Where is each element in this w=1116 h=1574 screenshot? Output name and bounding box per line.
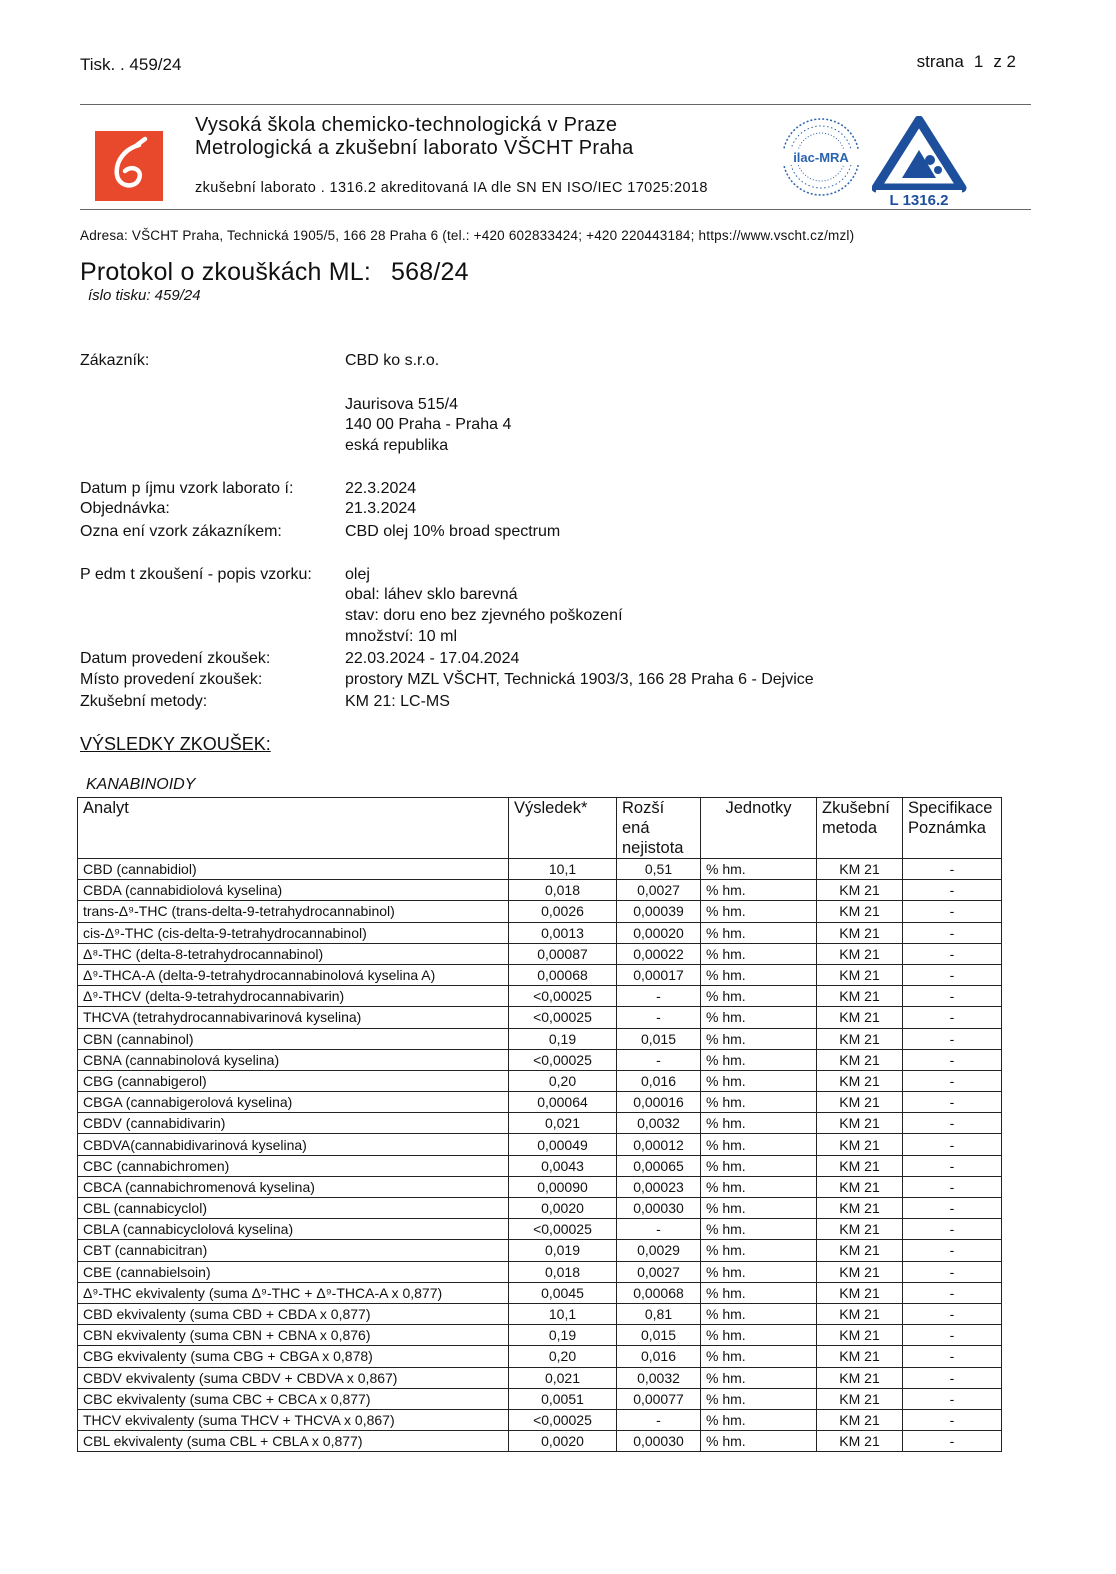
page-label: strana	[916, 52, 964, 71]
sample-id-label: Ozna ení vzork zákazníkem:	[80, 523, 282, 540]
spec-cell: -	[903, 880, 1002, 901]
result-cell: 10,1	[509, 859, 617, 880]
print-number: Tisk. . 459/24	[80, 55, 182, 74]
unit-cell: % hm.	[701, 1007, 817, 1028]
test-methods: KM 21: LC-MS	[345, 693, 450, 710]
sample-id: CBD olej 10% broad spectrum	[345, 523, 561, 540]
uncertainty-cell: -	[617, 986, 701, 1007]
col-method	[817, 798, 903, 859]
spec-cell: -	[903, 859, 1002, 880]
subject-line-3: stav: doru eno bez zjevného poškození	[345, 607, 623, 624]
spec-cell: -	[903, 1070, 1002, 1091]
unit-cell: % hm.	[701, 1261, 817, 1282]
table-row	[78, 1261, 1002, 1282]
uncertainty-cell: 0,81	[617, 1303, 701, 1324]
page-current: 1	[973, 52, 984, 71]
unit-cell: % hm.	[701, 1049, 817, 1070]
analyte-cell: CBCA (cannabichromenová kyselina)	[78, 1176, 509, 1197]
spec-cell: -	[903, 1282, 1002, 1303]
method-cell: KM 21	[817, 1092, 903, 1113]
analyte-cell: CBG ekvivalenty (suma CBG + CBGA x 0,878)	[78, 1346, 509, 1367]
page-total: z 2	[993, 52, 1016, 71]
table-row	[78, 901, 1002, 922]
method-cell: KM 21	[817, 1028, 903, 1049]
method-cell: KM 21	[817, 1282, 903, 1303]
spec-cell: -	[903, 1134, 1002, 1155]
method-cell: KM 21	[817, 859, 903, 880]
unit-cell: % hm.	[701, 1134, 817, 1155]
receipt-date-label: Datum p íjmu vzork laborato í:	[80, 480, 294, 497]
table-row	[78, 922, 1002, 943]
unit-cell: % hm.	[701, 1155, 817, 1176]
table-row	[78, 1070, 1002, 1091]
col-spec	[903, 798, 1002, 859]
spec-cell: -	[903, 1198, 1002, 1219]
address-line: Adresa: VŠCHT Praha, Technická 1905/5, 166 28 Praha 6 (tel.: +420 602833424; +420 220443184; https://www.vscht.cz/mzl)	[80, 228, 855, 243]
spec-cell: -	[903, 943, 1002, 964]
analyte-cell: CBT (cannabicitran)	[78, 1240, 509, 1261]
unit-cell: % hm.	[701, 1219, 817, 1240]
unit-cell: % hm.	[701, 1303, 817, 1324]
unit-cell: % hm.	[701, 901, 817, 922]
method-cell: KM 21	[817, 1049, 903, 1070]
spec-cell: -	[903, 1261, 1002, 1282]
table-row	[78, 1007, 1002, 1028]
analyte-cell: CBD ekvivalenty (suma CBD + CBDA x 0,877)	[78, 1303, 509, 1324]
table-row	[78, 986, 1002, 1007]
spec-cell: -	[903, 1303, 1002, 1324]
analyte-cell: CBDA (cannabidiolová kyselina)	[78, 880, 509, 901]
analyte-cell: CBC (cannabichromen)	[78, 1155, 509, 1176]
method-cell: KM 21	[817, 901, 903, 922]
method-cell: KM 21	[817, 1367, 903, 1388]
spec-cell: -	[903, 1028, 1002, 1049]
analyte-cell: CBGA (cannabigerolová kyselina)	[78, 1092, 509, 1113]
result-cell: 0,0026	[509, 901, 617, 922]
cia-accreditation-logo	[872, 116, 967, 208]
col-method-1: Zkušební	[822, 799, 890, 817]
result-cell: 0,20	[509, 1070, 617, 1091]
table-row	[78, 1134, 1002, 1155]
method-cell: KM 21	[817, 880, 903, 901]
col-method-2: metoda	[822, 819, 878, 837]
method-cell: KM 21	[817, 1070, 903, 1091]
spec-cell: -	[903, 1367, 1002, 1388]
table-row	[78, 1049, 1002, 1070]
results-heading: VÝSLEDKY ZKOUŠEK:	[80, 734, 271, 754]
cia-logo-icon	[872, 116, 967, 208]
method-cell: KM 21	[817, 1346, 903, 1367]
receipt-date: 22.3.2024	[345, 480, 417, 497]
result-cell: 0,0051	[509, 1388, 617, 1409]
analyte-cell: CBC ekvivalenty (suma CBC + CBCA x 0,877)	[78, 1388, 509, 1409]
header-rule-top	[80, 104, 1031, 105]
analyte-cell: CBL ekvivalenty (suma CBL + CBLA x 0,877)	[78, 1431, 509, 1452]
institution-line-2: Metrologická a zkušební laborato VŠCHT Praha	[195, 137, 634, 159]
unit-cell: % hm.	[701, 964, 817, 985]
method-cell: KM 21	[817, 1155, 903, 1176]
uncertainty-cell: 0,016	[617, 1070, 701, 1091]
print-number-subtitle: íslo tisku: 459/24	[88, 287, 201, 304]
method-cell: KM 21	[817, 1219, 903, 1240]
subject-line-2: obal: láhev sklo barevná	[345, 586, 518, 603]
col-uncertainty-1: Rozší ená	[622, 799, 665, 837]
order-date: 21.3.2024	[345, 500, 417, 517]
method-cell: KM 21	[817, 1431, 903, 1452]
results-header-row	[78, 798, 1002, 859]
result-cell: 0,021	[509, 1113, 617, 1134]
table-row	[78, 1388, 1002, 1409]
subject-line-1: olej	[345, 566, 370, 583]
result-cell: <0,00025	[509, 986, 617, 1007]
result-cell: 0,19	[509, 1028, 617, 1049]
uncertainty-cell: 0,00065	[617, 1155, 701, 1176]
result-cell: 0,0020	[509, 1431, 617, 1452]
result-cell: <0,00025	[509, 1409, 617, 1430]
spec-cell: -	[903, 1240, 1002, 1261]
spec-cell: -	[903, 986, 1002, 1007]
subject-line-4: množství: 10 ml	[345, 628, 458, 645]
uncertainty-cell: 0,015	[617, 1325, 701, 1346]
uncertainty-cell: 0,016	[617, 1346, 701, 1367]
unit-cell: % hm.	[701, 986, 817, 1007]
table-row	[78, 1155, 1002, 1176]
col-spec-2: Poznámka	[908, 819, 986, 837]
result-cell: <0,00025	[509, 1219, 617, 1240]
result-cell: 0,019	[509, 1240, 617, 1261]
spec-cell: -	[903, 1388, 1002, 1409]
unit-cell: % hm.	[701, 1240, 817, 1261]
analyte-cell: Δ⁹-THCV (delta-9-tetrahydrocannabivarin)	[78, 986, 509, 1007]
method-cell: KM 21	[817, 1176, 903, 1197]
test-date-label: Datum provedení zkoušek:	[80, 650, 271, 667]
col-uncertainty-2: nejistota	[622, 839, 684, 857]
ilac-mra-logo	[780, 116, 862, 198]
analyte-cell: cis-Δ⁹-THC (cis-delta-9-tetrahydrocannabinol)	[78, 922, 509, 943]
ilac-mra-icon	[780, 116, 862, 198]
spec-cell: -	[903, 1092, 1002, 1113]
uncertainty-cell: 0,0029	[617, 1240, 701, 1261]
spec-cell: -	[903, 1113, 1002, 1134]
result-cell: 0,00087	[509, 943, 617, 964]
spec-cell: -	[903, 1176, 1002, 1197]
unit-cell: % hm.	[701, 1028, 817, 1049]
customer-address-2: 140 00 Praha - Praha 4	[345, 416, 512, 433]
unit-cell: % hm.	[701, 1282, 817, 1303]
col-uncertainty	[617, 798, 701, 859]
spec-cell: -	[903, 1325, 1002, 1346]
method-cell: KM 21	[817, 1261, 903, 1282]
unit-cell: % hm.	[701, 1367, 817, 1388]
result-cell: 0,00049	[509, 1134, 617, 1155]
spec-cell: -	[903, 922, 1002, 943]
results-table	[77, 797, 1002, 1452]
uncertainty-cell: 0,00017	[617, 964, 701, 985]
method-cell: KM 21	[817, 1409, 903, 1430]
table-row	[78, 1282, 1002, 1303]
spec-cell: -	[903, 901, 1002, 922]
analyte-cell: Δ⁸-THC (delta-8-tetrahydrocannabinol)	[78, 943, 509, 964]
method-cell: KM 21	[817, 1113, 903, 1134]
unit-cell: % hm.	[701, 1113, 817, 1134]
method-cell: KM 21	[817, 943, 903, 964]
method-cell: KM 21	[817, 922, 903, 943]
uncertainty-cell: 0,00023	[617, 1176, 701, 1197]
analyte-cell: CBG (cannabigerol)	[78, 1070, 509, 1091]
method-cell: KM 21	[817, 1303, 903, 1324]
unit-cell: % hm.	[701, 1176, 817, 1197]
uncertainty-cell: 0,00030	[617, 1431, 701, 1452]
result-cell: 0,0045	[509, 1282, 617, 1303]
accreditation-text: zkušební laborato . 1316.2 akreditovaná IA dle SN EN ISO/IEC 17025:2018	[195, 180, 708, 196]
protocol-number: 568/24	[391, 258, 469, 286]
spec-cell: -	[903, 1049, 1002, 1070]
result-cell: 0,00090	[509, 1176, 617, 1197]
method-cell: KM 21	[817, 1007, 903, 1028]
protocol-title-text: Protokol o zkouškách ML:	[80, 258, 372, 286]
table-row	[78, 1028, 1002, 1049]
method-cell: KM 21	[817, 1198, 903, 1219]
result-cell: 0,021	[509, 1367, 617, 1388]
unit-cell: % hm.	[701, 1325, 817, 1346]
table-row	[78, 880, 1002, 901]
unit-cell: % hm.	[701, 1070, 817, 1091]
uncertainty-cell: 0,00068	[617, 1282, 701, 1303]
order-label: Objednávka:	[80, 500, 170, 517]
unit-cell: % hm.	[701, 1346, 817, 1367]
uncertainty-cell: 0,00022	[617, 943, 701, 964]
test-place: prostory MZL VŠCHT, Technická 1903/3, 166 28 Praha 6 - Dejvice	[345, 671, 814, 688]
analyte-cell: THCV ekvivalenty (suma THCV + THCVA x 0,867)	[78, 1409, 509, 1430]
col-analyt: Analyt	[78, 798, 509, 859]
customer-address-3: eská republika	[345, 437, 449, 454]
method-cell: KM 21	[817, 1388, 903, 1409]
results-group: KANABINOIDY	[86, 776, 196, 793]
analyte-cell: CBL (cannabicyclol)	[78, 1198, 509, 1219]
vscht-logo	[95, 131, 163, 201]
result-cell: <0,00025	[509, 1049, 617, 1070]
test-date: 22.03.2024 - 17.04.2024	[345, 650, 520, 667]
test-methods-label: Zkušební metody:	[80, 693, 208, 710]
table-row	[78, 1303, 1002, 1324]
spec-cell: -	[903, 964, 1002, 985]
analyte-cell: trans-Δ⁹-THC (trans-delta-9-tetrahydrocannabinol)	[78, 901, 509, 922]
unit-cell: % hm.	[701, 1409, 817, 1430]
result-cell: 0,0013	[509, 922, 617, 943]
uncertainty-cell: 0,0032	[617, 1367, 701, 1388]
table-row	[78, 1325, 1002, 1346]
result-cell: 0,0043	[509, 1155, 617, 1176]
analyte-cell: Δ⁹-THC ekvivalenty (suma Δ⁹-THC + Δ⁹-THCA-A x 0,877)	[78, 1282, 509, 1303]
table-row	[78, 1346, 1002, 1367]
result-cell: 0,00068	[509, 964, 617, 985]
spec-cell: -	[903, 1409, 1002, 1430]
results-body	[78, 859, 1002, 1452]
spec-cell: -	[903, 1431, 1002, 1452]
spec-cell: -	[903, 1346, 1002, 1367]
table-row	[78, 964, 1002, 985]
table-row	[78, 1198, 1002, 1219]
result-cell: 0,00064	[509, 1092, 617, 1113]
subject-label: P edm t zkoušení - popis vzorku:	[80, 566, 312, 583]
uncertainty-cell: 0,51	[617, 859, 701, 880]
uncertainty-cell: 0,0027	[617, 1261, 701, 1282]
table-row	[78, 1219, 1002, 1240]
protocol-title	[80, 258, 469, 287]
result-cell: 0,018	[509, 880, 617, 901]
customer-address-1: Jaurisova 515/4	[345, 396, 458, 413]
col-unit: Jednotky	[701, 798, 817, 859]
uncertainty-cell: 0,00039	[617, 901, 701, 922]
col-spec-1: Specifikace	[908, 799, 993, 817]
uncertainty-cell: -	[617, 1007, 701, 1028]
unit-cell: % hm.	[701, 922, 817, 943]
result-cell: 0,018	[509, 1261, 617, 1282]
table-row	[78, 1113, 1002, 1134]
customer-label: Zákazník:	[80, 352, 150, 369]
spec-cell: -	[903, 1219, 1002, 1240]
result-cell: 10,1	[509, 1303, 617, 1324]
uncertainty-cell: 0,00077	[617, 1388, 701, 1409]
col-result: Výsledek*	[509, 798, 617, 859]
unit-cell: % hm.	[701, 859, 817, 880]
uncertainty-cell: 0,00012	[617, 1134, 701, 1155]
table-row	[78, 1367, 1002, 1388]
cia-label: L 1316.2	[889, 192, 949, 208]
analyte-cell: CBDV (cannabidivarin)	[78, 1113, 509, 1134]
analyte-cell: THCVA (tetrahydrocannabivarinová kyselina)	[78, 1007, 509, 1028]
table-row	[78, 943, 1002, 964]
analyte-cell: CBN ekvivalenty (suma CBN + CBNA x 0,876)	[78, 1325, 509, 1346]
table-row	[78, 1431, 1002, 1452]
uncertainty-cell: -	[617, 1049, 701, 1070]
unit-cell: % hm.	[701, 943, 817, 964]
unit-cell: % hm.	[701, 1198, 817, 1219]
method-cell: KM 21	[817, 1325, 903, 1346]
table-row	[78, 1092, 1002, 1113]
analyte-cell: Δ⁹-THCA-A (delta-9-tetrahydrocannabinolová kyselina A)	[78, 964, 509, 985]
uncertainty-cell: 0,0032	[617, 1113, 701, 1134]
method-cell: KM 21	[817, 986, 903, 1007]
method-cell: KM 21	[817, 1134, 903, 1155]
unit-cell: % hm.	[701, 1431, 817, 1452]
spec-cell: -	[903, 1007, 1002, 1028]
analyte-cell: CBN (cannabinol)	[78, 1028, 509, 1049]
vscht-logo-icon	[95, 131, 163, 201]
uncertainty-cell: -	[617, 1219, 701, 1240]
uncertainty-cell: 0,00016	[617, 1092, 701, 1113]
result-cell: 0,0020	[509, 1198, 617, 1219]
table-row	[78, 1176, 1002, 1197]
institution-line-1: Vysoká škola chemicko-technologická v Praze	[195, 114, 618, 136]
uncertainty-cell: -	[617, 1409, 701, 1430]
analyte-cell: CBE (cannabielsoin)	[78, 1261, 509, 1282]
unit-cell: % hm.	[701, 880, 817, 901]
page-indicator	[917, 52, 1016, 72]
result-cell: 0,19	[509, 1325, 617, 1346]
table-row	[78, 859, 1002, 880]
institution-name	[195, 114, 634, 160]
table-row	[78, 1240, 1002, 1261]
analyte-cell: CBD (cannabidiol)	[78, 859, 509, 880]
customer-name: CBD ko s.r.o.	[345, 352, 440, 369]
unit-cell: % hm.	[701, 1092, 817, 1113]
uncertainty-cell: 0,00020	[617, 922, 701, 943]
test-place-label: Místo provedení zkoušek:	[80, 671, 263, 688]
analyte-cell: CBDVA(cannabidivarinová kyselina)	[78, 1134, 509, 1155]
uncertainty-cell: 0,015	[617, 1028, 701, 1049]
analyte-cell: CBLA (cannabicyclolová kyselina)	[78, 1219, 509, 1240]
result-cell: <0,00025	[509, 1007, 617, 1028]
table-row	[78, 1409, 1002, 1430]
header-rule-bottom	[80, 209, 1031, 210]
unit-cell: % hm.	[701, 1388, 817, 1409]
uncertainty-cell: 0,00030	[617, 1198, 701, 1219]
analyte-cell: CBNA (cannabinolová kyselina)	[78, 1049, 509, 1070]
method-cell: KM 21	[817, 964, 903, 985]
uncertainty-cell: 0,0027	[617, 880, 701, 901]
spec-cell: -	[903, 1155, 1002, 1176]
ilac-mra-label: ilac-MRA	[793, 150, 849, 165]
method-cell: KM 21	[817, 1240, 903, 1261]
analyte-cell: CBDV ekvivalenty (suma CBDV + CBDVA x 0,867)	[78, 1367, 509, 1388]
result-cell: 0,20	[509, 1346, 617, 1367]
